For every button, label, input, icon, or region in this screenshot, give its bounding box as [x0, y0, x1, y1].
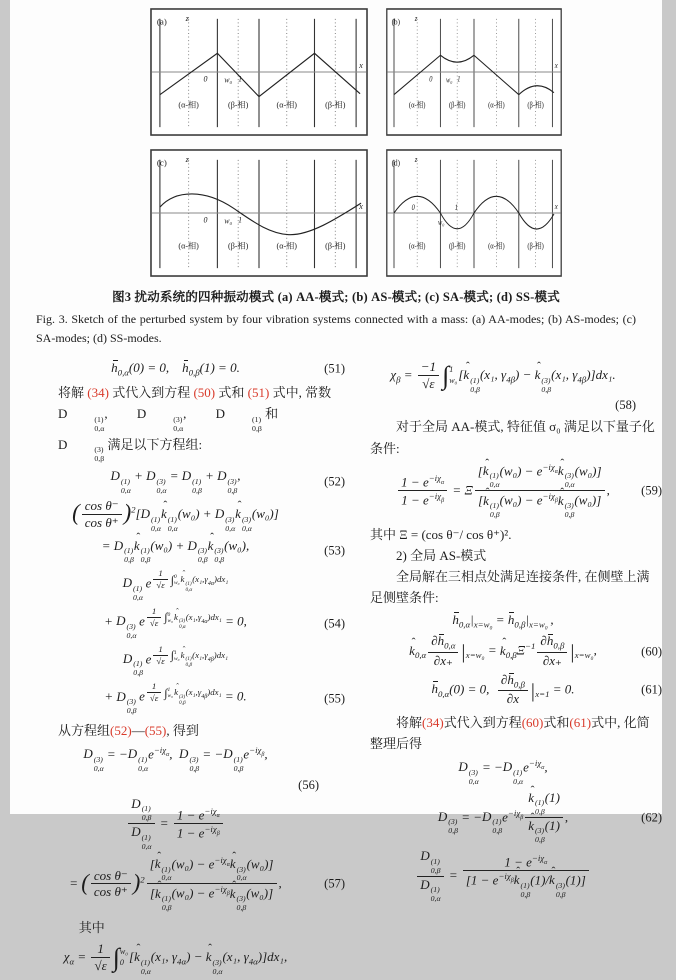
equation-line: D (1) 0,α e $^{\frac{1}{√\varepsilon} \int 0 w_0 ˆ k (1) 0,\alpha (x_1,\gamma_{4\alpha})dx_1}$: [32, 569, 345, 603]
tick-label: 1: [238, 74, 243, 84]
equation-number: (60): [641, 644, 662, 659]
equation-number: (59): [641, 483, 662, 498]
region-label: (α-相): [276, 100, 297, 110]
paragraph: 对于全局 AA-模式, 特征值 σ₀ 满足以下量子化条件:: [370, 419, 655, 456]
panel-label: (c): [156, 157, 167, 168]
panel-label: (b): [391, 17, 400, 27]
equation-line: $\chi_\beta$ = $\frac{-1}{√\varepsilon}$ ∫ 1 w₀ [ˆ k (1) 0,β (x₁, $\gamma_{4\beta}$) − ˆ k (3) 0,β (x₁, $\gamma_{4\beta})]dx_1$.: [370, 360, 662, 394]
region-label: (β-相): [448, 240, 466, 251]
waveform-AA: [160, 53, 360, 96]
equation-line: + D (3) 0,β e $^{\frac{1}{√\varepsilon} \int 1 w_0 ˆ k (3) 0,\beta (x_1,\gamma_{4\beta})dx_1}$ = 0. (55): [32, 682, 345, 716]
figure-panel-d: [386, 149, 562, 277]
tick-label: w₀: [445, 75, 453, 85]
region-label: (α-相): [178, 100, 199, 110]
equation-line: D (3) 0,β = −D (1) 0,β $e^{-i\chi_\beta}$ ˆ k (1) 0,β (1) ˆ k (3) 0,β (1) , (62): [370, 791, 662, 846]
paragraph: 2) 全局 AS-模式: [396, 548, 487, 564]
panel-label: (a): [156, 16, 167, 27]
equation-number: (57): [324, 876, 345, 891]
figure-panel-b: [386, 8, 562, 136]
figure-row-top: [150, 8, 662, 136]
equation-number: (51): [324, 361, 345, 376]
equation-line: + D (3) 0,α e $^{\frac{1}{√\varepsilon} \int 0 w_0 ˆ k (3) 0,\alpha (x_1,\gamma_{4\alpha})dx_1}$ = 0, (54): [32, 607, 345, 641]
left-column: [32, 356, 345, 980]
figure-caption-zh: 图3 扰动系统的四种振动模式 (a) AA-模式; (b) AS-模式; (c) SA-模式; (d) SS-模式: [112, 290, 560, 304]
region-label: (α-相): [408, 99, 426, 110]
equation: [370, 758, 662, 904]
citation-ref[interactable]: (34): [87, 385, 109, 401]
tick-label: w₀: [224, 75, 233, 85]
equation-line: = ( $\frac{\text{cos θ⁻}}{\text{cos θ⁺}}$ )$^2$ [ˆ k (1) 0,α $(w_0) - e^{-i\chi_\alpha}ˆ$ k (3) 0,α (w₀)] [ˆ k (1) 0,β $(w_0) - e^{-i\chi_\beta}ˆ$ k (3) 0,β (w₀)] , (57): [32, 856, 345, 913]
region-label: (β-相): [325, 100, 346, 110]
region-label: (β-相): [325, 241, 346, 251]
citation-ref[interactable]: (60): [521, 714, 544, 730]
equation-line: D (3) 0,α = −D (1) 0,α $e^{-i\chi_\alpha}$, D (3) 0,β = −D (1) 0,β $e^{-i\chi_\beta}$,: [83, 745, 268, 773]
region-label: (β-相): [448, 99, 466, 110]
equation-line: D (1) 0,β D (1) 0,α = $1 - e^{-i\chi_\alpha}$ $1 - e^{-i\chi_\beta}$: [32, 797, 345, 852]
equation: [370, 360, 662, 413]
region-label: (α-相): [276, 241, 297, 251]
equation-line: [32, 778, 345, 793]
citation-ref[interactable]: (52): [110, 723, 132, 739]
paragraph: 将解 (34) 式代入到方程 (50) 式和 (51) 式中, 常数 D (1) 0,α , D (3) 0,α , D (1) 0,β 和 D (3) 0,β 满足以下方程组:: [58, 385, 332, 464]
paragraph: 其中: [78, 920, 105, 936]
region-label: (α-相): [488, 240, 505, 251]
figure-panel-a: [150, 8, 368, 136]
equation-number: (56): [298, 777, 319, 792]
equation-line: = D (1) 0,β ˆ k (1) 0,β (w₀) + D (3) 0,β ˆ k (3) 0,β (w₀), (53): [32, 538, 345, 565]
equation-number: (61): [641, 682, 662, 697]
equation: [370, 463, 662, 520]
z-axis-label: z: [414, 13, 418, 23]
equation-line: D (3) 0,α = −D (1) 0,α $e^{-i\chi_\alpha}$,: [458, 757, 548, 786]
equation-number: (62): [641, 810, 662, 825]
equation: [32, 745, 345, 913]
x-axis-label: x: [554, 60, 558, 71]
equation: [370, 612, 662, 707]
region-label: (α-相): [408, 240, 426, 251]
region-label: (α-相): [178, 241, 199, 251]
paper-page: [10, 0, 662, 976]
equation-line: D (1) 0,β e $^{\frac{1}{√\varepsilon} \int 1 w_0 ˆ k (1) 0,\beta (x_1,\gamma_{4\beta})dx_1}$: [32, 645, 345, 679]
tick-label: w₀: [437, 218, 445, 228]
equation-number: (54): [324, 616, 345, 631]
citation-ref[interactable]: (50): [193, 385, 216, 401]
z-axis-label: z: [185, 154, 189, 164]
equation-number: (53): [324, 543, 345, 558]
citation-ref[interactable]: (51): [247, 385, 270, 401]
paragraph: 其中 Ξ = (cos θ⁻/ cos θ⁺)².: [370, 527, 512, 543]
figure-panel-c: [150, 149, 368, 277]
equation-line: ˆ $k_{0,\alpha}$ $\frac{\partial h_{0,\alpha}}{\partial x_+}$ $|_{x=w_0}$ = ˆ $k_{0,\beta}\Xi^{-1}$ $\frac{\partial h_{0,\beta}}{\partial x_+}$ $|_{x=w_0}$, (60): [370, 634, 662, 669]
x-axis-label: x: [554, 201, 558, 212]
citation-ref[interactable]: (55): [144, 723, 167, 739]
citation-ref[interactable]: (61): [569, 714, 592, 730]
tick-label: 1: [457, 74, 461, 84]
right-column: [370, 356, 662, 980]
tick-label: 0: [203, 215, 208, 225]
region-label: (β-相): [527, 99, 544, 110]
paragraph: 全局解在三相点处满足连接条件, 在侧壁上满足侧壁条件:: [370, 569, 650, 606]
figure-row-bottom: [150, 149, 662, 277]
panel-label: (d): [391, 158, 400, 168]
region-label: (α-相): [488, 99, 505, 110]
equation: [32, 468, 345, 716]
paragraph: 从方程组(52)—(55), 得到: [58, 723, 199, 739]
figure-3: [10, 0, 662, 347]
two-column-text: [10, 356, 662, 980]
figure-caption-en: Fig. 3. Sketch of the perturbed system by four vibration systems connected with a mass: (a) AA-modes; (b) AS-modes; (c) SA-modes; (d) SS-modes.: [36, 312, 636, 345]
x-axis-label: x: [359, 61, 363, 71]
tick-label: 0: [203, 74, 208, 84]
equation-line: $h_{0,\alpha}|_{x=w_0} = h_{0,\beta}|_{x=w_0}$ ,: [452, 612, 554, 631]
region-label: (β-相): [527, 240, 544, 251]
tick-label: 0: [411, 203, 415, 213]
equation-number: (55): [324, 691, 345, 706]
equation-line: D (1) 0,β D (1) 0,α = $1 - e^{-i\chi_\alpha}$ [$1 - e^{-i\chi_\beta}ˆ$ k (1) 0,β (1)/ˆ k (3) 0,β (1)]: [370, 849, 662, 904]
tick-label: w₀: [224, 216, 233, 226]
equation-line: [370, 398, 662, 413]
z-axis-label: z: [414, 154, 418, 164]
equation-line: $\chi_\alpha$ = $\frac{1}{√\varepsilon}$ ∫ w₀ 0 [ˆ k (1) 0,α (x₁, $\gamma_{4\alpha}$) − ˆ k (3) 0,α (x₁, $\gamma_{4\alpha})]dx_1$,: [32, 942, 345, 976]
paragraph: 将解(34)式代入到方程(60)式和(61)式中, 化简整理后得: [370, 714, 650, 751]
tick-label: 1: [454, 203, 458, 213]
waveform-SA: [160, 194, 361, 235]
equation-number: (58): [615, 398, 636, 413]
tick-label: 1: [238, 215, 243, 225]
equation-line: $1 - e^{-i\chi_\alpha}$ $1 - e^{-i\chi_\beta}$ = Ξ [ˆ k (1) 0,α $(w_0) - e^{-i\chi_\alpha}ˆ$ k (3) 0,α (w₀)] [ˆ k (1) 0,β $(w_0) - e^{-i\chi_\beta}ˆ$ k (3) 0,β (w₀)] , (59): [370, 463, 662, 520]
x-axis-label: x: [359, 202, 363, 212]
tick-label: 0: [429, 74, 433, 84]
equation: [32, 360, 345, 378]
equation-number: (52): [324, 474, 345, 489]
citation-ref[interactable]: (34): [422, 714, 444, 730]
equation-line: $h_{0,\alpha}(0) = 0$, $\frac{\partial h_{0,\beta}}{\partial x}$ $|_{x=1} = 0$. (61): [431, 671, 662, 707]
region-label: (β-相): [228, 241, 249, 251]
equation-line: ( $\frac{\text{cos θ⁻}}{\text{cos θ⁺}}$ )$^2$[D (1) 0,α ˆ k (1) 0,α (w₀) + D (3) 0,α ˆ k (3) 0,α (w₀)]: [32, 499, 345, 533]
equation-line: $h_{0,\alpha}(0) = 0$, $h_{0,\beta}(1) = 0$. (51): [111, 360, 345, 378]
equation-line: D (1) 0,α + D (3) 0,α = D (1) 0,β + D (3) 0,β , (52): [110, 468, 345, 495]
region-label: (β-相): [228, 100, 249, 110]
equation: [32, 942, 345, 976]
z-axis-label: z: [185, 13, 189, 23]
